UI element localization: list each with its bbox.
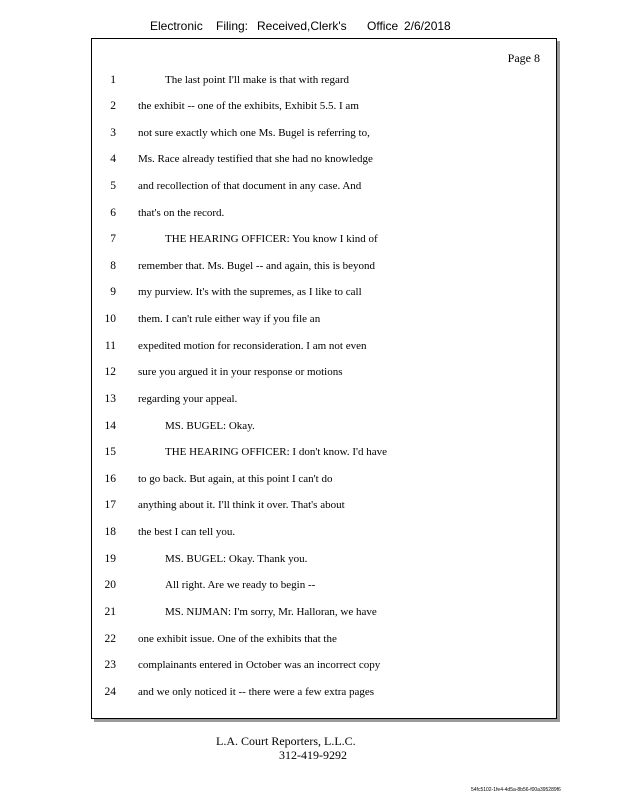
line-number: 19: [104, 553, 116, 565]
line-number: 24: [104, 686, 116, 698]
line-number: 1: [110, 74, 116, 86]
transcript-page: [91, 38, 557, 719]
line-text: The last point I'll make is that with regard: [165, 74, 350, 86]
line-number: 3: [110, 127, 116, 139]
line-text: that's on the record.: [138, 207, 225, 219]
line-text: THE HEARING OFFICER: I don't know. I'd have: [165, 446, 388, 458]
line-number: 4: [110, 153, 116, 165]
line-text: expedited motion for reconsideration. I am not even: [138, 340, 367, 352]
line-text: and we only noticed it -- there were a few extra pages: [138, 686, 375, 698]
line-number: 18: [104, 526, 116, 538]
line-number: 20: [104, 579, 116, 591]
line-text: complainants entered in October was an incorrect copy: [138, 659, 381, 671]
line-text: not sure exactly which one Ms. Bugel is referring to,: [138, 127, 370, 139]
line-number: 10: [104, 313, 116, 325]
line-text: the exhibit -- one of the exhibits, Exhibit 5.5. I am: [138, 100, 359, 112]
filing-header: [0, 19, 618, 37]
reporter-phone: 312-419-9292: [279, 748, 347, 762]
line-text: anything about it. I'll think it over. That's about: [138, 499, 345, 511]
line-text: sure you argued it in your response or motions: [138, 366, 343, 378]
line-text: and recollection of that document in any case. And: [138, 180, 362, 192]
reporter-company: L.A. Court Reporters, L.L.C.: [216, 734, 356, 748]
line-text: to go back. But again, at this point I can't do: [138, 473, 333, 485]
line-text: my purview. It's with the supremes, as I like to call: [138, 286, 362, 298]
header-electronic: Electronic: [150, 19, 203, 33]
line-text: MS. BUGEL: Okay. Thank you.: [165, 553, 308, 565]
line-number: 15: [104, 446, 116, 458]
line-number: 8: [110, 260, 116, 272]
line-text: regarding your appeal.: [138, 393, 238, 405]
line-text: MS. NIJMAN: I'm sorry, Mr. Halloran, we have: [165, 606, 377, 618]
line-text: the best I can tell you.: [138, 526, 236, 538]
line-text: MS. BUGEL: Okay.: [165, 420, 255, 432]
line-number: 2: [110, 100, 116, 112]
header-received: Received,Clerk's: [257, 19, 347, 33]
line-number: 9: [110, 286, 116, 298]
line-text: remember that. Ms. Bugel -- and again, this is beyond: [138, 260, 376, 272]
line-text: All right. Are we ready to begin --: [165, 579, 316, 591]
header-office: Office: [367, 19, 399, 33]
line-number: 12: [104, 366, 116, 378]
line-number: 14: [104, 420, 116, 432]
line-number: 11: [104, 340, 116, 352]
line-text: Ms. Race already testified that she had no knowledge: [138, 153, 373, 165]
line-text: THE HEARING OFFICER: You know I kind of: [165, 233, 378, 245]
line-number: 13: [104, 393, 116, 405]
line-text: one exhibit issue. One of the exhibits that the: [138, 633, 337, 645]
line-text: them. I can't rule either way if you file an: [138, 313, 321, 325]
header-date: 2/6/2018: [404, 19, 451, 33]
line-number: 7: [110, 233, 116, 245]
line-number: 17: [104, 499, 116, 511]
line-number: 6: [110, 207, 116, 219]
header-filing: Filing:: [216, 19, 249, 33]
line-number: 5: [110, 180, 116, 192]
line-number: 22: [104, 633, 116, 645]
line-number: 21: [104, 606, 116, 618]
document-id: 54fc5102-1fe4-4d5a-8b56-f00a395289f6: [471, 787, 561, 793]
page-number: Page 8: [507, 51, 540, 65]
line-number: 23: [104, 659, 116, 671]
line-number: 16: [104, 473, 116, 485]
